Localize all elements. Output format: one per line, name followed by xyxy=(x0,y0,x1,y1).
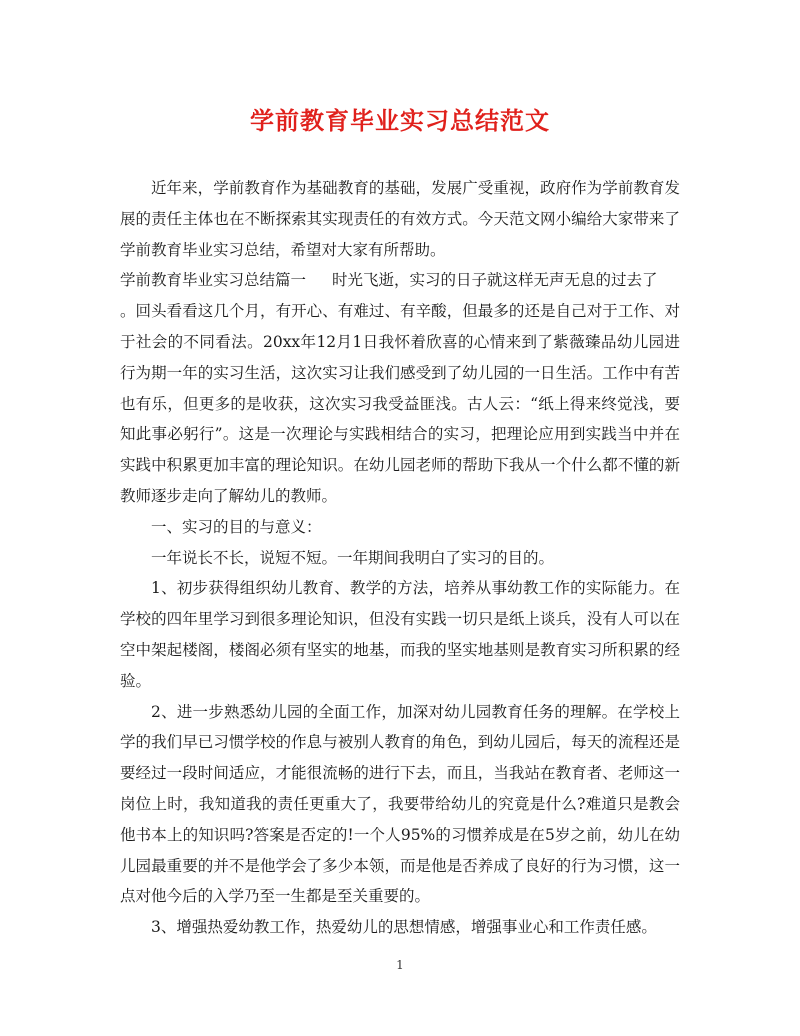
page-number: 1 xyxy=(396,958,404,972)
document-title: 学前教育毕业实习总结范文 xyxy=(250,107,550,135)
point-1-paragraph: 1、初步获得组织幼儿教育、教学的方法，培养从事幼教工作的实际能力。在学校的四年里学习到很多理论知识，但没有实践一切只是纸上谈兵，没有人可以在空中架起楼阁，楼阁必须有坚实的地基，而我的坚实地基则是教育实习所积累的经验。 xyxy=(120,579,680,690)
document-body xyxy=(120,173,680,943)
heading-purpose: 一、实习的目的与意义： xyxy=(151,517,322,536)
point-3-paragraph: 3、增强热爱幼教工作，热爱幼儿的思想情感，增强事业心和工作责任感。 xyxy=(151,918,657,937)
section-lead-line xyxy=(120,265,680,296)
intro-paragraph: 近年来，学前教育作为基础教育的基础，发展广受重视，政府作为学前教育发展的责任主体也在不断探索其实现责任的有效方式。今天范文网小编给大家带来了学前教育毕业实习总结，希望对大家有所帮助。 xyxy=(120,179,680,259)
point-2-paragraph: 2、进一步熟悉幼儿园的全面工作，加深对幼儿园教育任务的理解。在学校上学的我们早已习惯学校的作息与被别人教育的角色，到幼儿园后，每天的流程还是要经过一段时间适应，才能很流畅的进行下去，而且，当我站在教育者、老师这一岗位上时，我知道我的责任更重大了，我要带给幼儿的究竟是什么?难道只是教会他书本上的知识吗?答案是否定的!一个人95%的习惯养成是在5岁之前，幼儿在幼儿园最重要的并不是他学会了多少本领，而是他是否养成了良好的行为习惯，这一点对他今后的入学乃至一生都是至关重要的。 xyxy=(120,702,680,906)
section-title: 学前教育毕业实习总结篇一 xyxy=(120,271,307,290)
section-paragraph: 。回头看看这几个月，有开心、有难过、有辛酸，但最多的还是自己对于工作、对于社会的不同看法。20xx年12月1日我怀着欣喜的心情来到了紫薇臻品幼儿园进行为期一年的实习生活，这次实习让我们感受到了幼儿园的一日生活。工作中有苦也有乐，但更多的是收获，这次实习我受益匪浅。古人云：“纸上得来终觉浅，要知此事必躬行”。这是一次理论与实践相结合的实习，把理论应用到实践当中并在实践中积累更加丰富的理论知识。在幼儿园老师的帮助下我从一个什么都不懂的新教师逐步走向了解幼儿的教师。 xyxy=(120,302,680,505)
purpose-paragraph: 一年说长不长，说短不短。一年期间我明白了实习的目的。 xyxy=(151,548,555,567)
section-first-line: 时光飞逝，实习的日子就这样无声无息的过去了 xyxy=(332,271,658,290)
